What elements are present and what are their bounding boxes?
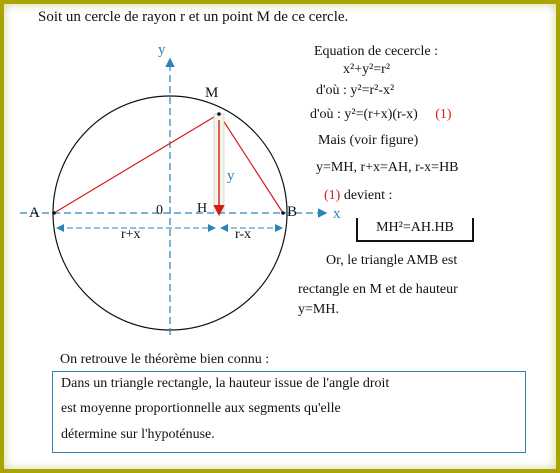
retrouve-line: On retrouve le théorème bien connu : [60,352,270,367]
equation-ref-2: (1) [324,188,341,203]
equation-factored-text: d'où : y²=(r+x)(r-x) [310,107,418,122]
equation-heading: Equation de cecercle : [314,44,438,59]
devient-text: devient : [343,188,393,203]
devient-line [324,188,392,204]
y-axis-label: y [158,42,166,58]
point-m-label: M [205,85,219,101]
equation-circle: x²+y²=r² [343,62,391,77]
definitions-line: y=MH, r+x=AH, r-x=HB [316,160,459,175]
height-statement: y=MH. [298,302,339,317]
y-segment-label: y [227,168,235,184]
conclusion-box [52,371,526,453]
page-title: Soit un cercle de rayon r et un point M de ce cercle. [38,9,349,25]
triangle-statement: Or, le triangle AMB est [326,253,458,268]
segment-am [54,114,219,213]
origin-label: 0 [156,203,163,218]
boxed-result: MH²=AH.HB [356,218,474,242]
r-minus-x-label: r-x [235,227,252,242]
point-b [281,211,285,215]
r-plus-x-label: r+x [121,227,141,242]
conclusion-line-2: est moyenne proportionnelle aux segments qu'elle [61,401,341,416]
point-b-label: B [287,204,298,220]
right-angle-statement: rectangle en M et de hauteur [298,282,458,297]
equation-ref-1: (1) [435,107,452,122]
equation-y-squared: d'où : y²=r²-x² [316,83,395,98]
mais-voir-figure: Mais (voir figure) [318,133,419,148]
x-axis-label: x [333,206,341,222]
conclusion-line-1: Dans un triangle rectangle, la hauteur issue de l'angle droit [61,376,390,391]
point-m [217,112,221,116]
conclusion-line-3: détermine sur l'hypoténuse. [61,427,215,442]
equation-factored [310,107,452,123]
point-a-label: A [29,205,40,221]
point-h-label: H [197,201,208,216]
point-a [52,211,56,215]
